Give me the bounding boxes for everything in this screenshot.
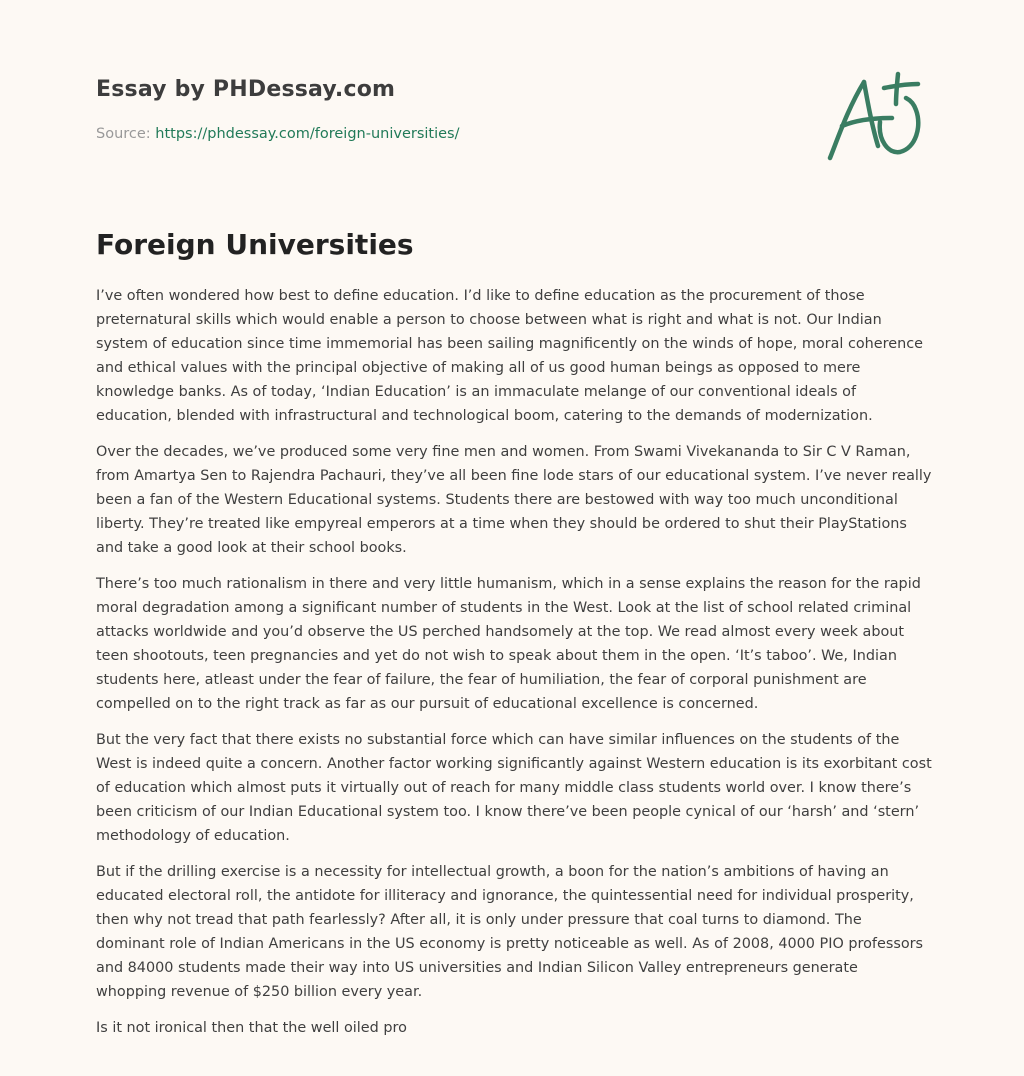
source-link[interactable]: https://phdessay.com/foreign-universities/: [155, 126, 460, 142]
essay-paragraph: I’ve often wondered how best to define education. I’d like to define education as the procurement of those preternatural skills which would enable a person to choose between what is right and what is not. Our Indian system of education since time immemorial has been sailing magnificently on the winds of hope, moral coherence and ethical values with the principal objective of making all of us good human beings as opposed to mere knowledge banks. As of today, ‘Indian Education’ is an immaculate melange of our conventional ideals of education, blended with infrastructural and technological boom, catering to the demands of modernization.: [96, 288, 923, 424]
a-plus-logo-icon: [822, 68, 928, 164]
essay-paragraph: There’s too much rationalism in there and very little humanism, which in a sense explains the reason for the rapid moral degradation among a significant number of students in the West. Look at the list of school related criminal attacks worldwide and you’d observe the US perched handsomely at the top. We read almost every week about teen shootouts, teen pregnancies and yet do not wish to speak about them in the open. ‘It’s taboo’. We, Indian students here, atleast under the fear of failure, the fear of humiliation, the fear of corporal punishment are compelled on to the right track as far as our pursuit of educational excellence is concerned.: [96, 576, 921, 712]
brand-title: Essay by PHDessay.com: [96, 77, 396, 102]
source-label: Source:: [96, 126, 156, 142]
essay-title: Foreign Universities: [96, 228, 414, 261]
essay-paragraph: But if the drilling exercise is a necessity for intellectual growth, a boon for the nation’s ambitions of having an educated electoral roll, the antidote for illiteracy and ignorance, the quintessential need for individual prosperity, then why not tread that path fearlessly? After all, it is only under pressure that coal turns to diamond. The dominant role of Indian Americans in the US economy is pretty noticeable as well. As of 2008, 4000 PIO professors and 84000 students made their way into US universities and Indian Silicon Valley entrepreneurs generate whopping revenue of $250 billion every year.: [96, 864, 924, 1000]
essay-paragraph: But the very fact that there exists no substantial force which can have similar influences on the students of the West is indeed quite a concern. Another factor working significantly against Western education is its exorbitant cost of education which almost puts it virtually out of reach for many middle class students world over. I know there’s been criticism of our Indian Educational system too. I know there’ve been people cynical of our ‘harsh’ and ‘stern’ methodology of education.: [96, 732, 932, 844]
source-line: [96, 124, 796, 144]
essay-header: [96, 76, 796, 144]
essay-paragraph: Over the decades, we’ve produced some very fine men and women. From Swami Vivekananda to Sir C V Raman, from Amartya Sen to Rajendra Pachauri, they’ve all been fine lode stars of our educational system. I’ve never really been a fan of the Western Educational systems. Students there are bestowed with way too much unconditional liberty. They’re treated like empyreal emperors at a time when they should be ordered to shut their PlayStations and take a good look at their school books.: [96, 444, 932, 556]
essay-body: [96, 284, 932, 1052]
essay-paragraph: Is it not ironical then that the well oiled pro: [96, 1020, 407, 1036]
